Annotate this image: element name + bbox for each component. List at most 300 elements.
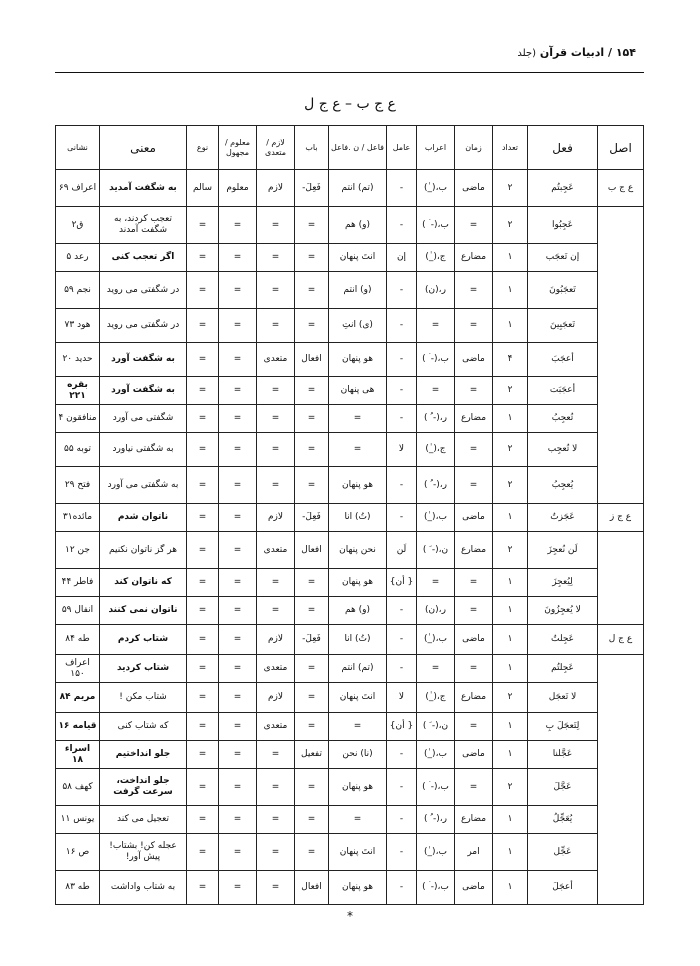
bab-cell: = xyxy=(295,569,329,597)
malum-cell: = xyxy=(219,207,257,244)
lazim-cell: = xyxy=(257,741,295,769)
meaning-cell: جلو انداختیم xyxy=(100,741,187,769)
meaning-cell: ناتوان شدم xyxy=(100,504,187,532)
count-cell: ۱ xyxy=(493,405,528,433)
amil-cell: إن xyxy=(387,244,417,272)
type-cell: = xyxy=(187,207,219,244)
meaning-cell: تعجیل می کند xyxy=(100,806,187,834)
meaning-cell: جلو انداخت، سرعت گرفت xyxy=(100,769,187,806)
col-meaning: معنی xyxy=(100,126,187,170)
bab-cell: افعال xyxy=(295,343,329,377)
tense-cell: = xyxy=(455,655,493,683)
table-row xyxy=(56,532,644,569)
type-cell: = xyxy=(187,625,219,655)
root-cell: ع ج ب xyxy=(598,170,644,207)
type-cell: = xyxy=(187,532,219,569)
type-cell: = xyxy=(187,871,219,905)
malum-cell: = xyxy=(219,806,257,834)
fail-cell: انتَ پنهان xyxy=(329,683,387,713)
tense-cell: = xyxy=(455,769,493,806)
col-asl: اصل xyxy=(598,126,644,170)
malum-cell: = xyxy=(219,769,257,806)
verb-cell: عَجِلتُم xyxy=(528,655,598,683)
tense-cell: = xyxy=(455,207,493,244)
verb-cell: عَجَزتُ xyxy=(528,504,598,532)
amil-cell: - xyxy=(387,655,417,683)
verb-cell: يُعَجِّلُ xyxy=(528,806,598,834)
lazim-cell: لازم xyxy=(257,625,295,655)
fail-cell: هو پنهان xyxy=(329,871,387,905)
amil-cell: - xyxy=(387,170,417,207)
amil-cell: { أن} xyxy=(387,569,417,597)
count-cell: ۱ xyxy=(493,597,528,625)
malum-cell: = xyxy=(219,504,257,532)
root-cell xyxy=(598,467,644,504)
type-cell: = xyxy=(187,713,219,741)
fail-cell: (تُ) انا xyxy=(329,625,387,655)
fail-cell: = xyxy=(329,405,387,433)
verb-cell: عَجَّلنا xyxy=(528,741,598,769)
verb-cell: لا تَعجَل xyxy=(528,683,598,713)
irab-cell: ر،(ن) xyxy=(417,597,455,625)
irab-cell: ب،(_ٰ) xyxy=(417,170,455,207)
root-cell xyxy=(598,405,644,433)
fail-cell: هی پنهان xyxy=(329,377,387,405)
root-cell xyxy=(598,871,644,905)
lazim-cell: متعدی xyxy=(257,655,295,683)
lazim-cell: لازم xyxy=(257,683,295,713)
malum-cell: = xyxy=(219,343,257,377)
irab-cell: = xyxy=(417,569,455,597)
tense-cell: ماضی xyxy=(455,741,493,769)
table-row xyxy=(56,683,644,713)
meaning-cell: که شتاب کنی xyxy=(100,713,187,741)
irab-cell: ب،(- ۤ ) xyxy=(417,207,455,244)
tense-cell: = xyxy=(455,309,493,343)
tense-cell: ماضی xyxy=(455,871,493,905)
root-cell xyxy=(598,806,644,834)
sign-cell: قیامه ۱۶ xyxy=(56,713,100,741)
type-cell: = xyxy=(187,467,219,504)
table-row xyxy=(56,655,644,683)
count-cell: ۱ xyxy=(493,309,528,343)
irab-cell: = xyxy=(417,655,455,683)
lazim-cell: = xyxy=(257,569,295,597)
verb-cell: أعجَبَت xyxy=(528,377,598,405)
amil-cell: - xyxy=(387,834,417,871)
verb-cell: يُعجِبُ xyxy=(528,467,598,504)
sign-cell: نجم ۵۹ xyxy=(56,272,100,309)
lazim-cell: = xyxy=(257,467,295,504)
header-rule xyxy=(55,72,644,73)
lazim-cell: لازم xyxy=(257,504,295,532)
lazim-cell: = xyxy=(257,806,295,834)
lazim-cell: = xyxy=(257,272,295,309)
sign-cell: فتح ۲۹ xyxy=(56,467,100,504)
irab-cell: ج،(_ٰ) xyxy=(417,244,455,272)
col-count: تعداد xyxy=(493,126,528,170)
lazim-cell: لازم xyxy=(257,170,295,207)
type-cell: = xyxy=(187,834,219,871)
fail-cell: نحن پنهان xyxy=(329,532,387,569)
sign-cell: حدید ۲۰ xyxy=(56,343,100,377)
meaning-cell: شگفتی می آورد xyxy=(100,405,187,433)
col-amil: عامل xyxy=(387,126,417,170)
table-row xyxy=(56,170,644,207)
book-title: ادبیات قرآن xyxy=(539,46,605,59)
verb-cell: عَجِّل xyxy=(528,834,598,871)
fail-cell: انتَ پنهان xyxy=(329,244,387,272)
meaning-cell: تعجب کردند، به شگفت آمدند xyxy=(100,207,187,244)
meaning-cell: به شگفتی می آورد xyxy=(100,467,187,504)
irab-cell: ر،(ن) xyxy=(417,272,455,309)
amil-cell: - xyxy=(387,207,417,244)
root-cell xyxy=(598,244,644,272)
amil-cell: لَن xyxy=(387,532,417,569)
lazim-cell: = xyxy=(257,309,295,343)
count-cell: ۴ xyxy=(493,343,528,377)
meaning-cell: در شگفتی می روید xyxy=(100,309,187,343)
meaning-cell: به شتاب واداشت xyxy=(100,871,187,905)
lazim-cell: متعدی xyxy=(257,713,295,741)
root-cell: ع ج ل xyxy=(598,625,644,655)
bab-cell: = xyxy=(295,377,329,405)
irab-cell: ب،(- ۤ ) xyxy=(417,343,455,377)
col-type: نوع xyxy=(187,126,219,170)
table-row xyxy=(56,272,644,309)
sign-cell: کهف ۵۸ xyxy=(56,769,100,806)
table-row xyxy=(56,769,644,806)
irab-cell: ب،(- ۤ ) xyxy=(417,871,455,905)
meaning-cell: در شگفتی می روید xyxy=(100,272,187,309)
fail-cell: انتَ پنهان xyxy=(329,834,387,871)
type-cell: = xyxy=(187,597,219,625)
root-cell xyxy=(598,309,644,343)
table-row xyxy=(56,405,644,433)
malum-cell: = xyxy=(219,683,257,713)
amil-cell: - xyxy=(387,272,417,309)
malum-cell: = xyxy=(219,272,257,309)
fail-cell: (و) انتم xyxy=(329,272,387,309)
col-lazim: لازم / متعدی xyxy=(257,126,295,170)
table-row xyxy=(56,433,644,467)
col-malum: معلوم / مجهول xyxy=(219,126,257,170)
lazim-cell: = xyxy=(257,769,295,806)
verb-cell: أعجَبَ xyxy=(528,343,598,377)
meaning-cell: اگر تعجب کنی xyxy=(100,244,187,272)
type-cell: سالم xyxy=(187,170,219,207)
lazim-cell: = xyxy=(257,207,295,244)
table-row xyxy=(56,806,644,834)
count-cell: ۲ xyxy=(493,433,528,467)
fail-cell: (تم) انتم xyxy=(329,170,387,207)
verb-cell: لِيُعجِزَ xyxy=(528,569,598,597)
malum-cell: = xyxy=(219,244,257,272)
tense-cell: مضارع xyxy=(455,532,493,569)
root-cell xyxy=(598,377,644,405)
bab-cell: تفعیل xyxy=(295,741,329,769)
col-bab: باب xyxy=(295,126,329,170)
col-sign: نشانی xyxy=(56,126,100,170)
amil-cell: - xyxy=(387,377,417,405)
tense-cell: = xyxy=(455,467,493,504)
bab-cell: افعال xyxy=(295,532,329,569)
lazim-cell: متعدی xyxy=(257,343,295,377)
col-fail: فاعل / ن .فاعل xyxy=(329,126,387,170)
root-cell xyxy=(598,207,644,244)
sign-cell: جن ۱۲ xyxy=(56,532,100,569)
irab-cell: ب،(_ٰ) xyxy=(417,504,455,532)
tense-cell: ماضی xyxy=(455,343,493,377)
meaning-cell: شتاب کردم xyxy=(100,625,187,655)
lazim-cell: = xyxy=(257,834,295,871)
irab-cell: ج،(_ٰ) xyxy=(417,433,455,467)
lazim-cell: = xyxy=(257,405,295,433)
root-cell xyxy=(598,433,644,467)
meaning-cell: که ناتوان کند xyxy=(100,569,187,597)
fail-cell: (و) هم xyxy=(329,207,387,244)
fail-cell: (نا) نحن xyxy=(329,741,387,769)
tense-cell: = xyxy=(455,377,493,405)
malum-cell: معلوم xyxy=(219,170,257,207)
sign-cell: مائده۳۱ xyxy=(56,504,100,532)
tense-cell: ماضی xyxy=(455,170,493,207)
fail-cell: (تُ) انا xyxy=(329,504,387,532)
tense-cell: = xyxy=(455,569,493,597)
bab-cell: = xyxy=(295,467,329,504)
table-row xyxy=(56,377,644,405)
bab-cell: فَعِلَ- xyxy=(295,504,329,532)
bab-cell: = xyxy=(295,713,329,741)
root-cell xyxy=(598,532,644,569)
verb-cell: عَجِبُوا xyxy=(528,207,598,244)
table-row xyxy=(56,309,644,343)
lazim-cell: = xyxy=(257,871,295,905)
amil-cell: - xyxy=(387,309,417,343)
count-cell: ۲ xyxy=(493,769,528,806)
type-cell: = xyxy=(187,377,219,405)
tense-cell: امر xyxy=(455,834,493,871)
table-row xyxy=(56,504,644,532)
irab-cell: = xyxy=(417,309,455,343)
fail-cell: هو پنهان xyxy=(329,343,387,377)
sign-cell: منافقون ۴ xyxy=(56,405,100,433)
tense-cell: = xyxy=(455,597,493,625)
amil-cell: لا xyxy=(387,683,417,713)
root-cell xyxy=(598,713,644,741)
count-cell: ۱ xyxy=(493,834,528,871)
amil-cell: - xyxy=(387,741,417,769)
bab-cell: = xyxy=(295,806,329,834)
malum-cell: = xyxy=(219,467,257,504)
count-cell: ۲ xyxy=(493,170,528,207)
bab-cell: افعال xyxy=(295,871,329,905)
root-cell xyxy=(598,343,644,377)
count-cell: ۱ xyxy=(493,244,528,272)
volume-label: (جلد xyxy=(517,48,537,59)
table-row xyxy=(56,834,644,871)
table-row xyxy=(56,569,644,597)
tense-cell: مضارع xyxy=(455,405,493,433)
bab-cell: = xyxy=(295,834,329,871)
sign-cell: یونس ۱۱ xyxy=(56,806,100,834)
fail-cell: (و) هم xyxy=(329,597,387,625)
tense-cell: = xyxy=(455,713,493,741)
sign-cell: مریم ۸۴ xyxy=(56,683,100,713)
page-header xyxy=(517,46,636,59)
amil-cell: - xyxy=(387,625,417,655)
amil-cell: { أن} xyxy=(387,713,417,741)
type-cell: = xyxy=(187,741,219,769)
meaning-cell: به شگفتی نیاورد xyxy=(100,433,187,467)
malum-cell: = xyxy=(219,713,257,741)
sign-cell: طه ۸۳ xyxy=(56,871,100,905)
section-subtitle: ع ج ب – ع ج ل xyxy=(304,96,396,112)
bab-cell: = xyxy=(295,405,329,433)
table-row xyxy=(56,597,644,625)
sign-cell: فاطر ۴۴ xyxy=(56,569,100,597)
table-row xyxy=(56,343,644,377)
count-cell: ۱ xyxy=(493,504,528,532)
count-cell: ۱ xyxy=(493,625,528,655)
meaning-cell: به شگفت آمدید xyxy=(100,170,187,207)
sign-cell: اعراف ۶۹ xyxy=(56,170,100,207)
irab-cell: ر،(- ُ ) xyxy=(417,806,455,834)
verb-cell: تُعجِبُ xyxy=(528,405,598,433)
irab-cell: = xyxy=(417,377,455,405)
tense-cell: مضارع xyxy=(455,683,493,713)
count-cell: ۲ xyxy=(493,683,528,713)
sign-cell: توبه ۵۵ xyxy=(56,433,100,467)
meaning-cell: ناتوان نمی کنند xyxy=(100,597,187,625)
meaning-cell: هر گز ناتوان نکنیم xyxy=(100,532,187,569)
irab-cell: ب،(_ٰ) xyxy=(417,625,455,655)
amil-cell: - xyxy=(387,405,417,433)
bab-cell: = xyxy=(295,433,329,467)
malum-cell: = xyxy=(219,377,257,405)
lazim-cell: = xyxy=(257,433,295,467)
malum-cell: = xyxy=(219,834,257,871)
bab-cell: فَعِلَ- xyxy=(295,170,329,207)
sign-cell: ص ۱۶ xyxy=(56,834,100,871)
malum-cell: = xyxy=(219,433,257,467)
verb-cell: عَجِلتُ xyxy=(528,625,598,655)
count-cell: ۱ xyxy=(493,655,528,683)
fail-cell: (تم) انتم xyxy=(329,655,387,683)
type-cell: = xyxy=(187,309,219,343)
table-header-row xyxy=(56,126,644,170)
root-cell xyxy=(598,834,644,871)
meaning-cell: شتاب مکن ! xyxy=(100,683,187,713)
count-cell: ۱ xyxy=(493,806,528,834)
amil-cell: - xyxy=(387,504,417,532)
malum-cell: = xyxy=(219,597,257,625)
count-cell: ۲ xyxy=(493,377,528,405)
type-cell: = xyxy=(187,244,219,272)
type-cell: = xyxy=(187,655,219,683)
count-cell: ۱ xyxy=(493,871,528,905)
sign-cell: اسراء ۱۸ xyxy=(56,741,100,769)
footer-mark: * xyxy=(347,909,353,923)
tense-cell: مضارع xyxy=(455,244,493,272)
tense-cell: مضارع xyxy=(455,806,493,834)
verb-cell: إن تَعجَب xyxy=(528,244,598,272)
irab-cell: ر،(- ُ ) xyxy=(417,467,455,504)
table-row xyxy=(56,741,644,769)
malum-cell: = xyxy=(219,655,257,683)
amil-cell: - xyxy=(387,769,417,806)
table-row xyxy=(56,713,644,741)
tense-cell: = xyxy=(455,433,493,467)
sign-cell: رعد ۵ xyxy=(56,244,100,272)
root-cell xyxy=(598,741,644,769)
verb-cell: لا يُعجِزُونَ xyxy=(528,597,598,625)
count-cell: ۲ xyxy=(493,467,528,504)
malum-cell: = xyxy=(219,871,257,905)
amil-cell: لا xyxy=(387,433,417,467)
verb-cell: تَعجَبُونَ xyxy=(528,272,598,309)
root-cell xyxy=(598,272,644,309)
malum-cell: = xyxy=(219,569,257,597)
col-tense: زمان xyxy=(455,126,493,170)
root-cell xyxy=(598,569,644,597)
type-cell: = xyxy=(187,504,219,532)
malum-cell: = xyxy=(219,309,257,343)
verb-table xyxy=(55,125,644,905)
fail-cell: (ی) انتِ xyxy=(329,309,387,343)
fail-cell: = xyxy=(329,806,387,834)
fail-cell: = xyxy=(329,433,387,467)
irab-cell: ب،(_ٰ) xyxy=(417,741,455,769)
type-cell: = xyxy=(187,569,219,597)
bab-cell: = xyxy=(295,309,329,343)
lazim-cell: = xyxy=(257,377,295,405)
bab-cell: = xyxy=(295,769,329,806)
bab-cell: = xyxy=(295,597,329,625)
page-number: ۱۵۴ / xyxy=(607,46,636,59)
sign-cell: انفال ۵۹ xyxy=(56,597,100,625)
root-cell xyxy=(598,769,644,806)
col-verb: فعل xyxy=(528,126,598,170)
bab-cell: = xyxy=(295,655,329,683)
meaning-cell: عجله کن! بشتاب! پیش آور! xyxy=(100,834,187,871)
type-cell: = xyxy=(187,683,219,713)
sign-cell: طه ۸۴ xyxy=(56,625,100,655)
verb-cell: لَن نُعجِزَ xyxy=(528,532,598,569)
bab-cell: = xyxy=(295,683,329,713)
type-cell: = xyxy=(187,769,219,806)
lazim-cell: = xyxy=(257,597,295,625)
type-cell: = xyxy=(187,343,219,377)
sign-cell: ق۲ xyxy=(56,207,100,244)
table-row xyxy=(56,207,644,244)
count-cell: ۲ xyxy=(493,207,528,244)
verb-cell: لا تُعجِب xyxy=(528,433,598,467)
irab-cell: ر،(- ُ ) xyxy=(417,405,455,433)
type-cell: = xyxy=(187,806,219,834)
amil-cell: - xyxy=(387,343,417,377)
tense-cell: = xyxy=(455,272,493,309)
fail-cell: = xyxy=(329,713,387,741)
table-row xyxy=(56,244,644,272)
type-cell: = xyxy=(187,272,219,309)
irab-cell: ج،(_ٰ) xyxy=(417,683,455,713)
table-row xyxy=(56,467,644,504)
irab-cell: ن،(- َ ) xyxy=(417,532,455,569)
verb-cell: عَجَّلَ xyxy=(528,769,598,806)
count-cell: ۱ xyxy=(493,741,528,769)
malum-cell: = xyxy=(219,741,257,769)
